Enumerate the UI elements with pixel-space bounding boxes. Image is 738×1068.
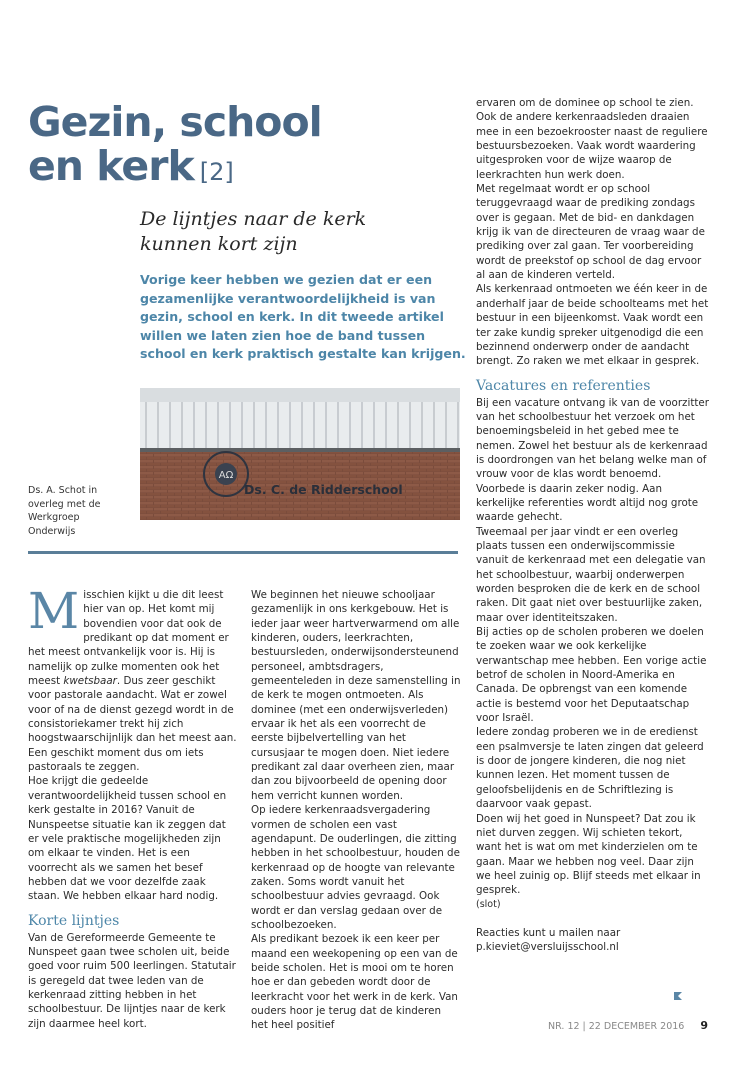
paragraph: Met regelmaat wordt er op school teruggevraagd waar de prediking zondags over is gegaan. Met de bid- en dankdagen krijg ik van de directeuren de vraag waar de prediking over zal gaan. Ter voorbereiding wordt de preekstof op school de dag ervoor al aan de kinderen verteld. <box>476 183 705 282</box>
page-footer <box>548 1019 708 1032</box>
paragraph: We beginnen het nieuwe schooljaar gezamenlijk in ons kerkgebouw. Het is ieder jaar weer hartverwarmend om alle kinderen, ouders, leerkrachten, bestuursleden, onderwijsondersteunend personeel, ambtsdragers, gemeenteleden in deze samenstelling in de kerk te mogen ontmoeten. Als dominee (met een onderwijsverleden) ervaar ik het als een voorrecht de eerste bijbelvertelling van het cursusjaar te mogen doen. Niet iedere predikant zal daar overheen zien, maar dan zou bijvoorbeeld de opening door hem verricht kunnen worden. <box>251 589 461 802</box>
school-sign-text: Ds. C. de Ridderschool <box>244 482 403 497</box>
paragraph: Als kerkenraad ontmoeten we één keer in de anderhalf jaar de beide schoolteams met het bestuur in een bijeenkomst. Vaak wordt een ter zake kundig spreker uitgenodigd die een bezinnend onderwerp onder de aandacht brengt. Zo raken we met elkaar in gesprek. <box>476 283 709 368</box>
paragraph: Tweemaal per jaar vindt er een overleg plaats tussen een onderwijscommissie vanuit de kerkenraad met een delegatie van het schoolbestuur, waarbij onderwerpen worden besproken die de kerk en de school raken. Dit gaat niet over bestuurlijke zaken, maar over identiteitszaken. <box>476 525 706 624</box>
paragraph: Hoe krijgt die gedeelde verantwoordelijkheid tussen school en kerk gestalte in 2016? Vanuit de Nunspeetse situatie kan ik zeggen dat er vele praktische mogelijkheden zijn om elkaar te vinden. Het is een voorrecht als we samen het besef hebben dat we voor dezelfde zaak staan. We hebben elkaar hard nodig. <box>28 775 227 903</box>
subheading-korte-lijntjes: Korte lijntjes <box>28 912 120 929</box>
issue-info: NR. 12 | 22 DECEMBER 2016 <box>548 1021 685 1032</box>
paragraph: Bij acties op de scholen proberen we doelen te zoeken waar we ook kerkelijke verwantschap mee hebben. Een vorige actie betrof de scholen in Noord-Amerika en Canada. De opbrengst van een komende actie is bestemd voor het Deputaatschap voor Israël. <box>476 626 707 725</box>
title-part-number: [2] <box>199 158 234 186</box>
paragraph: Van de Gereformeerde Gemeente te Nunspeet gaan twee scholen uit, beide goed voor ruim 500 leerlingen. Statutair is geregeld dat twee leden van de kerkenraad zitting hebben in het schoolbestuur. De lijntjes naar de kerk zijn daarmee heel kort. <box>28 931 236 1030</box>
page-number: 9 <box>700 1019 708 1032</box>
reactions-label: Reacties kunt u mailen naar <box>476 926 621 939</box>
end-mark-icon <box>672 990 684 1002</box>
column-1 <box>28 582 238 1031</box>
paragraph: Doen wij het goed in Nunspeet? Dat zou ik niet durven zeggen. Wij schieten tekort, want het is wat om met kinderzielen om te gaan. Maar we hebben nog veel. Daar zijn we heel zuinig op. Blijf steeds met elkaar in gesprek. <box>476 812 701 897</box>
drop-cap: M <box>28 582 80 640</box>
photo-caption: Ds. A. Schot in overleg met de Werkgroep Onderwijs <box>28 485 101 537</box>
paragraph: ervaren om de dominee op school te zien. Ook de andere kerkenraadsleden draaien mee in een bezoekrooster naast de reguliere bestuursbezoeken. Vaak wordt waardering uitgesproken voor de wijze waarop de leerkrachten hun werk doen. <box>476 97 708 181</box>
contact-email[interactable]: p.kieviet@versluijsschool.nl <box>476 941 619 954</box>
subheading-vacatures: Vacatures en referenties <box>476 377 651 394</box>
paragraph: Als predikant bezoek ik een keer per maand een weekopening op een van de beide scholen. Het is mooi om te horen hoe er dan gebeden wordt door de leerkracht voor het werk in de kerk. Van ouders hoor je terug dat de kinderen het heel positief <box>251 933 458 1032</box>
article-lead: Vorige keer hebben we gezien dat er een gezamenlijke verantwoordelijkheid is van gezin, school en kerk. In dit tweede artikel willen we laten zien hoe de band tussen school en kerk praktisch gestalte kan krijgen. <box>140 272 466 362</box>
section-divider <box>28 551 458 554</box>
paragraph: Op iedere kerkenraadsvergadering vormen de scholen een vast agendapunt. De ouderlingen, die zitting hebben in het schoolbestuur, houden de kerkenraad op de hoogte van relevante zaken. Soms wordt vanuit het schoolbestuur advies gevraagd. Ook wordt er dan verslag gedaan over de schoolbezoeken. <box>251 804 460 931</box>
column-3 <box>476 96 710 955</box>
school-logo-text: AΩ <box>218 470 234 481</box>
article-photo <box>140 388 460 520</box>
paragraph: Misschien kijkt u die dit leest hier van op. Het komt mij bovendien voor dat ook de predikant op dat moment er het meest ontvankelijk voor is. Hij is namelijk op zulke momenten ook het meest kwetsbaar. Dus zeer geschikt voor pastorale aandacht. Wat er zowel voor of na de dienst gezegd wordt in de consistoriekamer trekt hij zich hoogstwaarschijnlijk dan het meest aan. Een geschikt moment dus om iets pastoraals te zeggen. <box>28 582 237 774</box>
column-2 <box>251 588 461 1033</box>
school-building-image <box>140 388 460 520</box>
paragraph: Iedere zondag proberen we in de eredienst een psalmversje te laten zingen dat geleerd is door de jongere kinderen, die nog niet kunnen lezen. Het moment tussen de geloofsbelijdenis en de Schriftlezing is daarvoor vaak gepast. <box>476 726 704 811</box>
slot-marker: (slot) <box>476 898 501 910</box>
title-line-2: en kerk <box>28 142 194 190</box>
article-title <box>28 100 328 194</box>
title-line-1: Gezin, school <box>28 98 322 146</box>
paragraph: Bij een vacature ontvang ik van de voorzitter van het schoolbestuur het verzoek om het benoemingsbeleid in het gebed mee te nemen. Zowel het bestuur als de kerkenraad is doordrongen van het belang welke man of vrouw voor de klas wordt benoemd. Voorbede is daarin zeker nodig. Aan kerkelijke referenties wordt altijd nog grote waarde gehecht. <box>476 396 709 524</box>
article-subtitle: De lijntjes naar de kerk kunnen kort zijn <box>140 208 367 255</box>
